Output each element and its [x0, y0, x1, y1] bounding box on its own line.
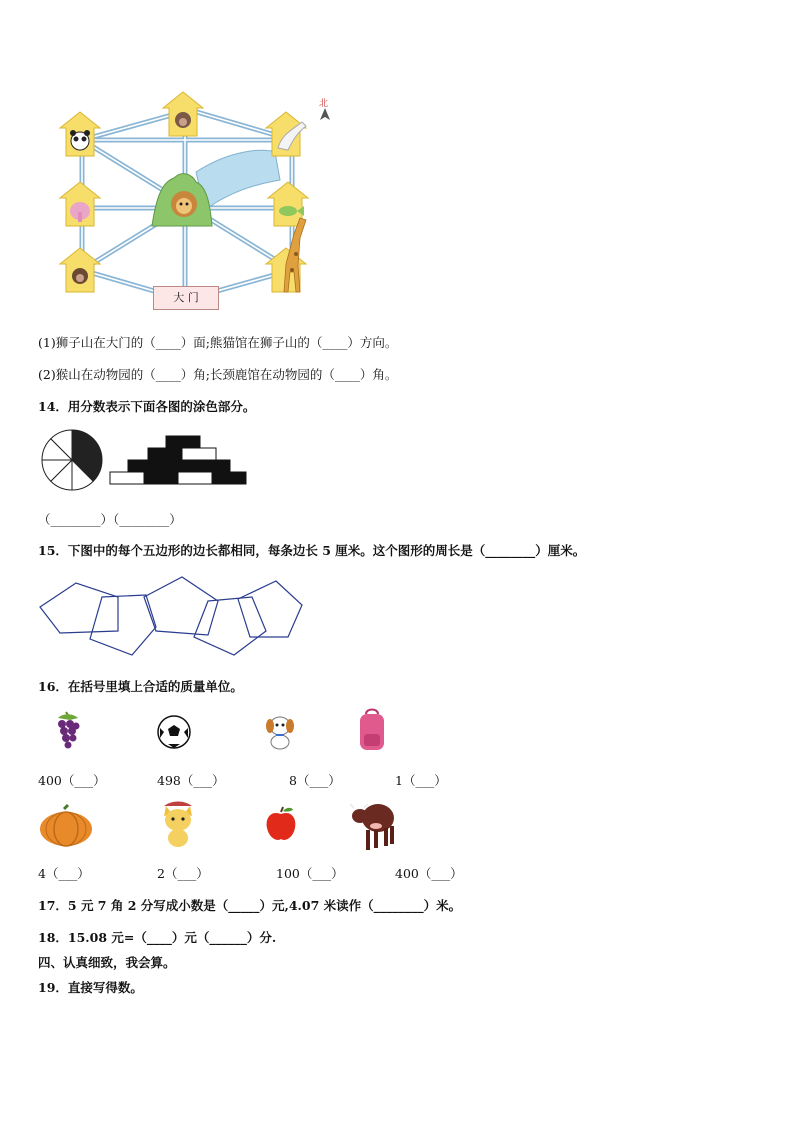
elephant-house-icon	[60, 182, 100, 226]
question-16: 16．在括号里填上合适的质量单位。	[38, 679, 243, 694]
question-18: 18．15.08 元=（____）元（______）分.	[38, 930, 277, 945]
question-13-1: (1)狮子山在大门的（____）面;熊猫馆在狮子山的（____）方向。	[38, 335, 398, 350]
weight-answer[interactable]: 4（___）	[38, 866, 90, 881]
question-17: 17．5 元 7 角 2 分写成小数是（_____）元,4.07 米读作（________）米。	[38, 898, 462, 913]
puppy-icon	[262, 712, 298, 752]
soccer-ball-icon	[156, 714, 192, 750]
monkey-house-icon	[163, 92, 203, 136]
question-14: 14．用分数表示下面各图的涂色部分。	[38, 399, 256, 414]
weight-answer[interactable]: 400（___）	[38, 773, 106, 788]
grapes-icon	[52, 710, 82, 752]
pumpkin-icon	[38, 803, 94, 847]
question-13-2: (2)猴山在动物园的（____）角;长颈鹿馆在动物园的（____）角。	[38, 367, 398, 382]
weight-answer[interactable]: 400（___）	[395, 866, 463, 881]
question-14-answers[interactable]: （________）（________）	[38, 512, 182, 527]
lion-hill-icon	[152, 168, 212, 228]
cat-icon	[158, 802, 198, 848]
cow-icon	[350, 796, 400, 854]
section-4-heading: 四、认真细致，我会算。	[38, 955, 176, 970]
panda-house-icon	[60, 112, 100, 156]
weight-answer[interactable]: 498（___）	[157, 773, 225, 788]
weight-answer[interactable]: 100（___）	[276, 866, 344, 881]
question-19: 19．直接写得数。	[38, 980, 143, 995]
crane-house-icon	[266, 112, 310, 156]
giraffe-house-icon	[266, 214, 316, 294]
pentagon-chain	[36, 575, 316, 665]
brick-figure	[108, 434, 248, 490]
fraction-circle	[40, 428, 104, 492]
north-label: 北	[319, 99, 329, 109]
weight-answer[interactable]: 2（___）	[157, 866, 209, 881]
weight-answer[interactable]: 8（___）	[289, 773, 341, 788]
gate-sign: 大 门	[153, 286, 219, 310]
orangutan-house-icon	[60, 248, 100, 292]
backpack-icon	[354, 708, 390, 752]
north-arrow-icon	[320, 108, 330, 120]
weight-answer[interactable]: 1（___）	[395, 773, 447, 788]
question-15: 15．下图中的每个五边形的边长都相同，每条边长 5 厘米。这个图形的周长是（________）厘米。	[38, 543, 586, 558]
apple-icon	[265, 806, 299, 842]
